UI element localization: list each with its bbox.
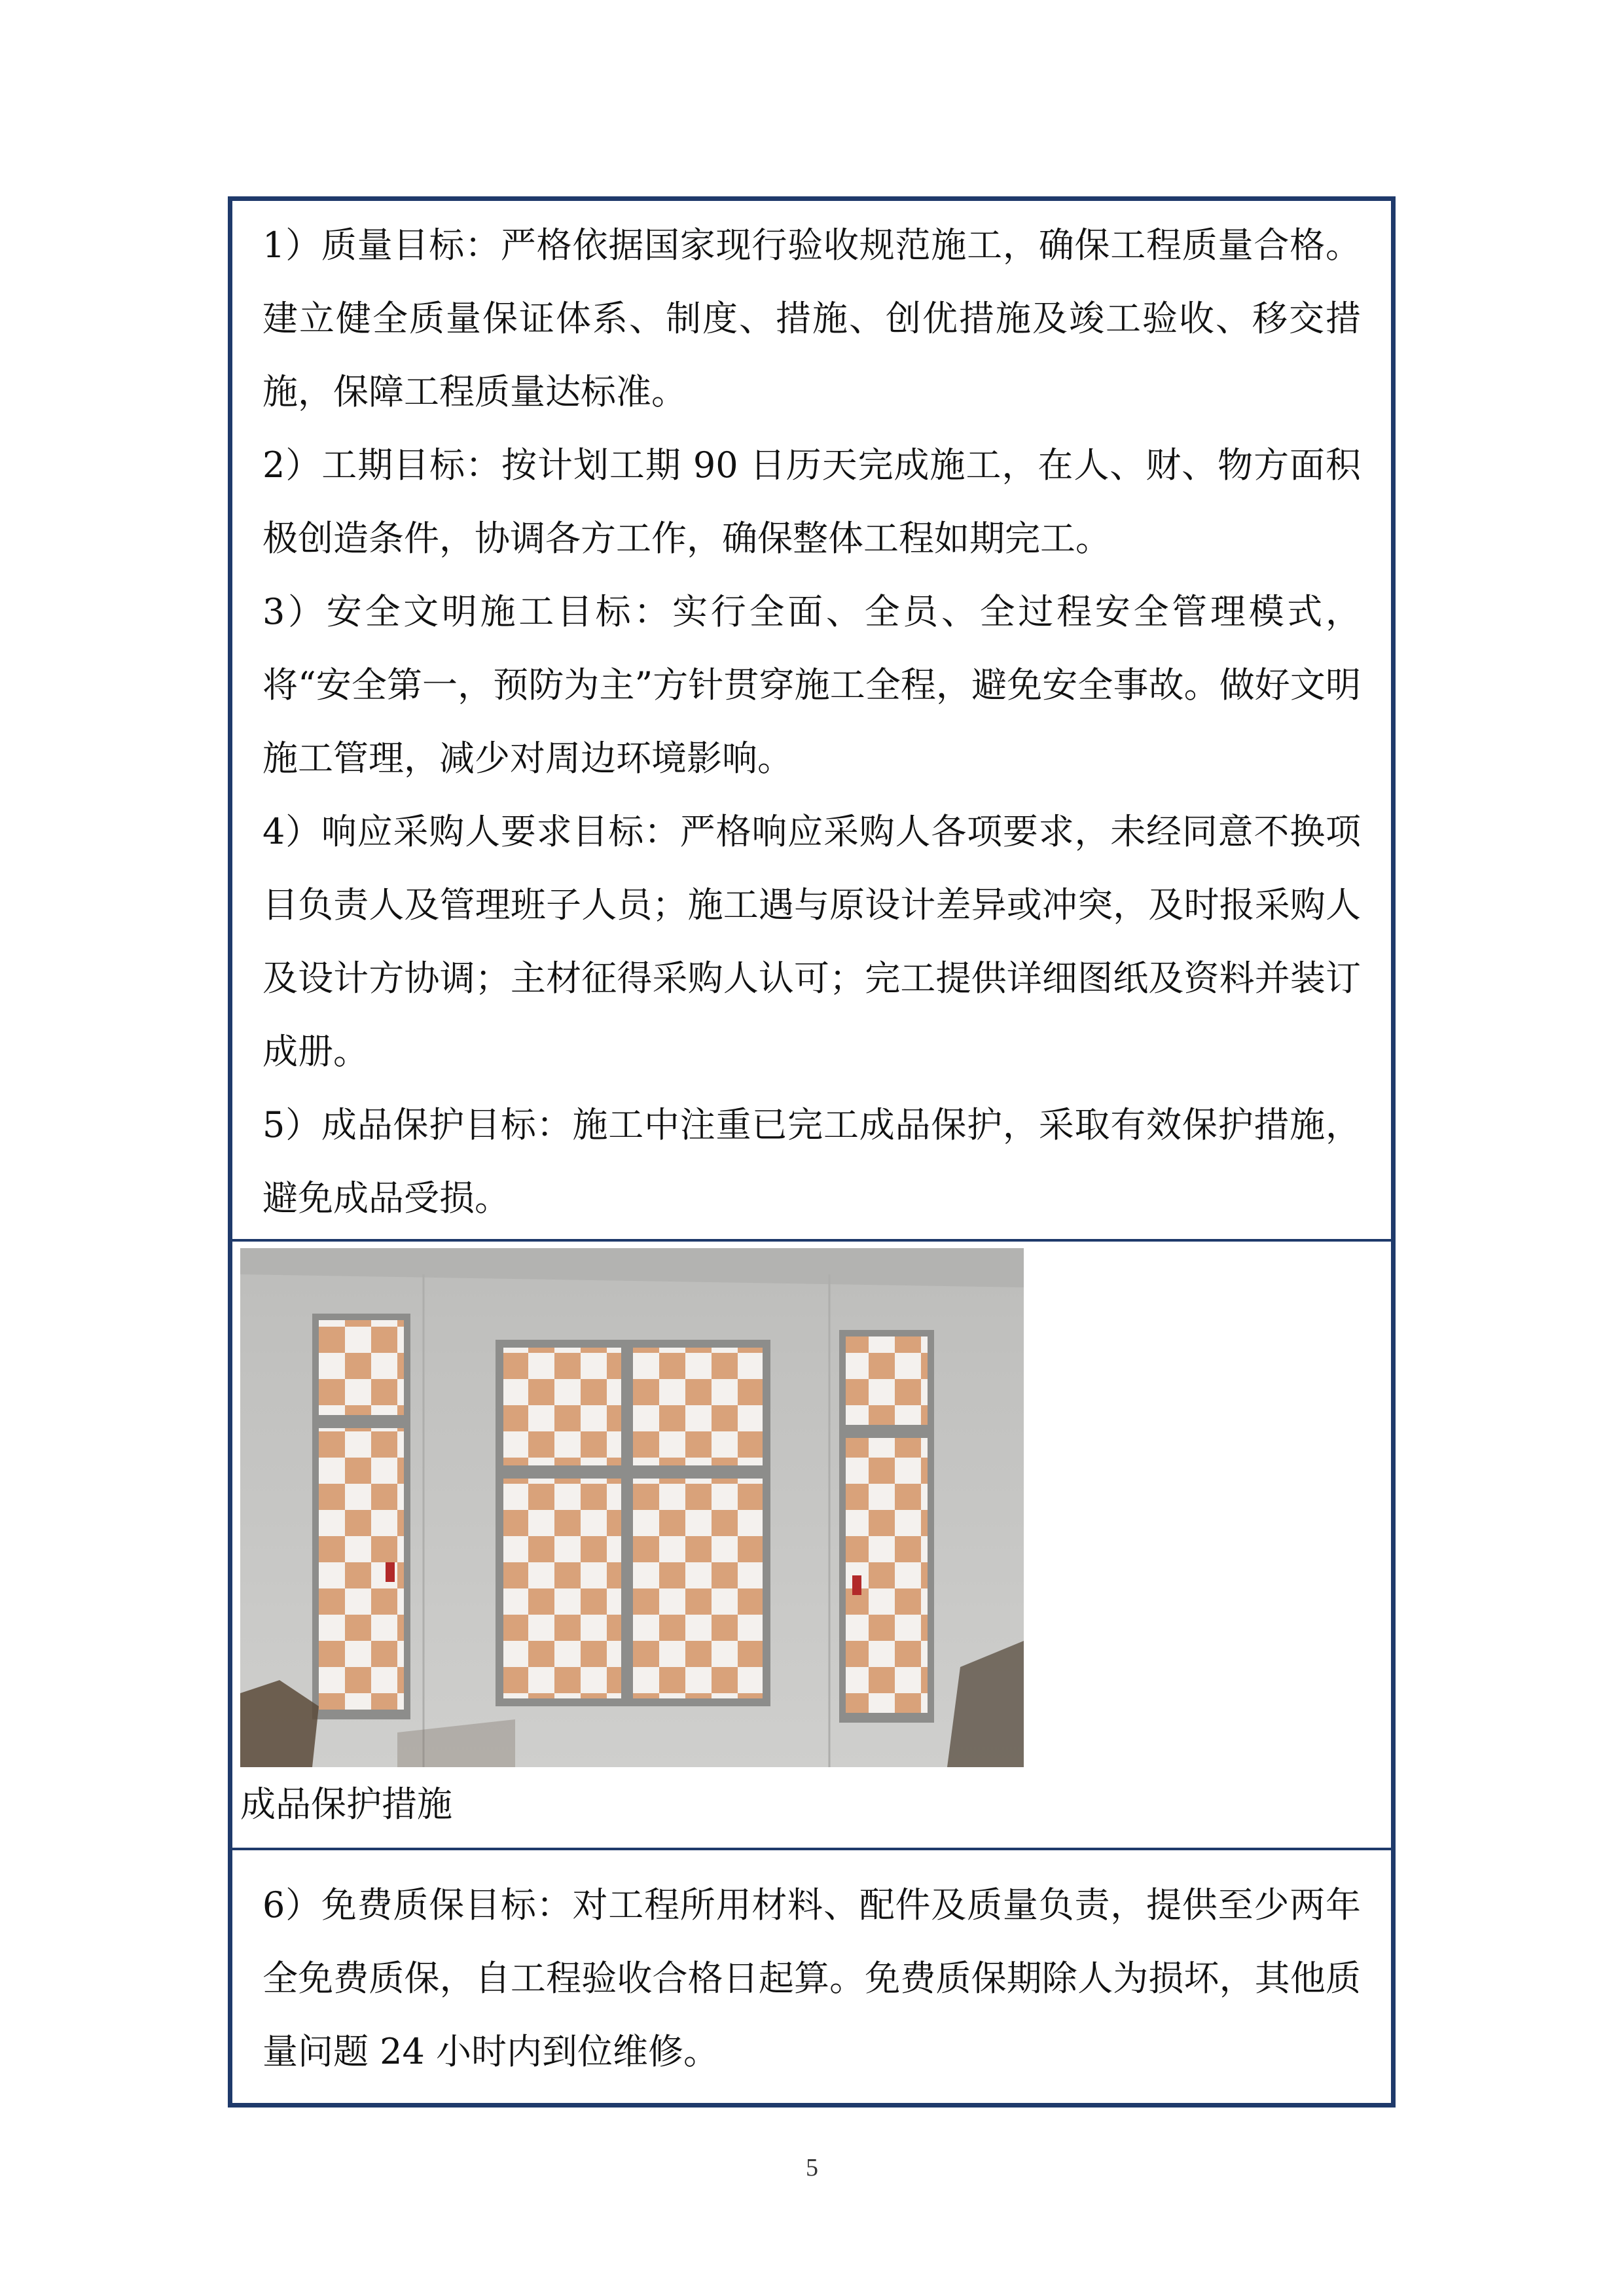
paragraph-purchaser-goal: 4）响应采购人要求目标：严格响应采购人各项要求，未经同意不换项目负责人及管理班子人员；施工遇与原设计差异或冲突，及时报采购人及设计方协调；主材征得采购人认可；完工提供详细图纸及资料并装订成册。 <box>262 811 1361 1072</box>
paragraph-safety-goal: 3）安全文明施工目标：实行全面、全员、全过程安全管理模式，将“安全第一，预防为主”方针贯穿施工全程，避免安全事故。做好文明施工管理，减少对周边环境影响。 <box>262 591 1361 779</box>
finished-product-protection-photo <box>240 1248 1024 1767</box>
paragraph-warranty-goal: 6）免费质保目标：对工程所用材料、配件及质量负责，提供至少两年全免费质保，自工程验收合格日起算。免费质保期除人为损坏，其他质量问题 24 小时内到位维修。 <box>262 1884 1361 2072</box>
photo-cell <box>232 1242 1391 1850</box>
goals-text <box>262 209 1361 1235</box>
content-table <box>228 196 1396 2108</box>
warranty-cell <box>232 1850 1391 2108</box>
paragraph-schedule-goal: 2）工期目标：按计划工期 90 日历天完成施工，在人、财、物方面积极创造条件，协调各方工作，确保整体工程如期完工。 <box>262 444 1361 559</box>
paragraph-quality-goal: 1）质量目标：严格依据国家现行验收规范施工，确保工程质量合格。建立健全质量保证体系、制度、措施、创优措施及竣工验收、移交措施，保障工程质量达标准。 <box>262 224 1361 412</box>
page-number: 5 <box>806 2154 818 2181</box>
warranty-text <box>262 1869 1361 2089</box>
goals-cell <box>232 201 1391 1242</box>
photo-caption: 成品保护措施 <box>240 1784 452 1825</box>
paragraph-protection-goal: 5）成品保护目标：施工中注重已完工成品保护，采取有效保护措施，避免成品受损。 <box>262 1104 1361 1219</box>
